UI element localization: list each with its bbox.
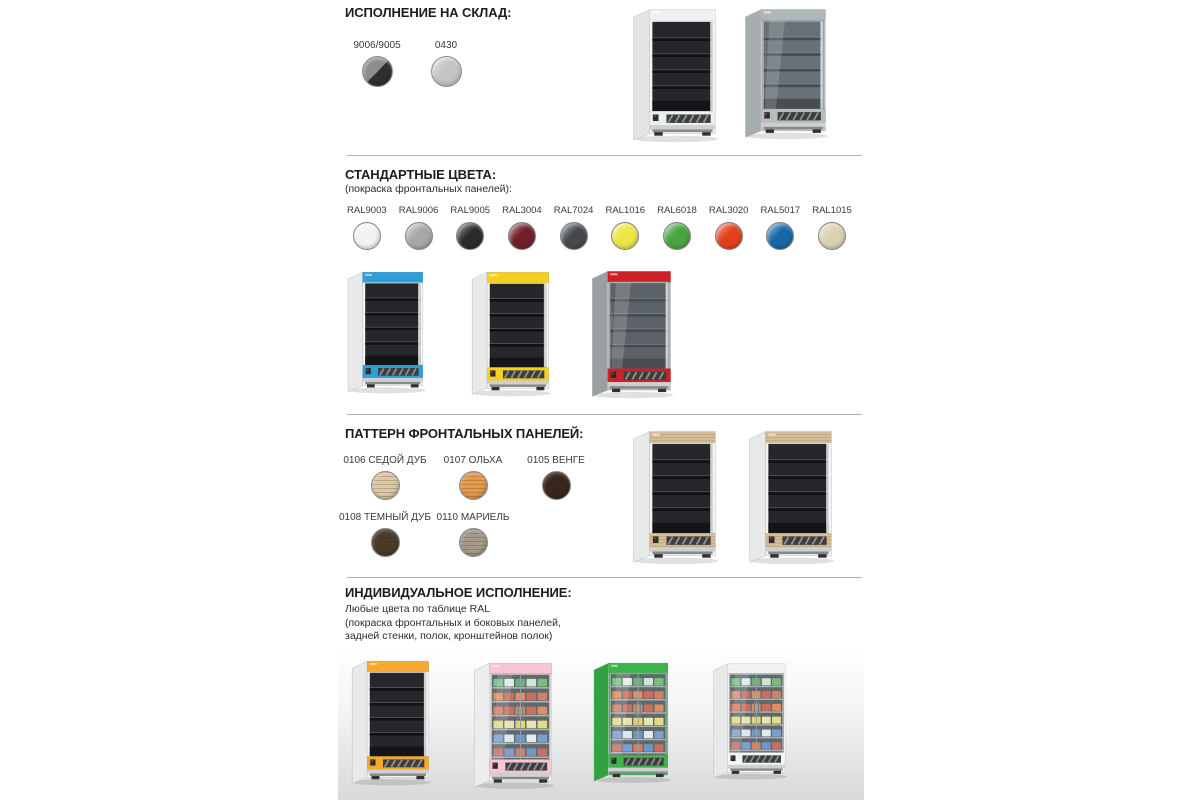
- swatch-item: [703, 205, 755, 250]
- swatch-label: 0108 ТЕМНЫЙ ДУБ: [339, 512, 431, 523]
- pattern-swatch-0105: [542, 471, 571, 500]
- swatch-item: [496, 205, 548, 250]
- color-swatch-0430: [431, 56, 462, 87]
- swatch-item: [342, 40, 412, 87]
- color-swatch-ral1015: [818, 222, 846, 250]
- stock-cabinet-images: [627, 4, 831, 143]
- pattern-swatch-0106: [371, 471, 400, 500]
- section-subtitle: (покраска фронтальных панелей):: [345, 183, 512, 195]
- color-swatch-ral3020: [715, 222, 743, 250]
- swatch-label: RAL6018: [657, 205, 697, 216]
- color-swatch-ral7024: [560, 222, 588, 250]
- swatch-label: RAL3004: [502, 205, 542, 216]
- swatch-label: RAL9003: [347, 205, 387, 216]
- pattern-swatch-0110: [459, 528, 488, 557]
- swatch-item: [411, 40, 481, 87]
- cabinet-image: [346, 656, 434, 786]
- section-divider: [347, 577, 862, 578]
- swatch-item: [651, 205, 703, 250]
- cabinet-image: [708, 659, 790, 780]
- swatch-label: 0430: [434, 40, 458, 51]
- cabinet-image: [468, 658, 557, 790]
- swatch-item: [418, 512, 528, 557]
- color-swatch-9006-9005: [362, 56, 393, 87]
- swatch-label: RAL7024: [553, 205, 594, 216]
- section-title-stock: ИСПОЛНЕНИЕ НА СКЛАД:: [345, 5, 512, 20]
- cabinet-image: [466, 267, 554, 397]
- swatch-label: 0107 ОЛЬХА: [443, 455, 503, 466]
- swatch-label: 9006/9005: [353, 40, 401, 51]
- ral-swatch-row: [341, 205, 858, 250]
- swatch-label: RAL1015: [812, 205, 852, 216]
- pattern-swatch-0108: [371, 528, 400, 557]
- swatch-label: RAL9006: [398, 205, 439, 216]
- swatch-item: [444, 205, 496, 250]
- description-line: (покраска фронтальных и боковых панелей,: [345, 616, 561, 629]
- cabinet-image: [627, 4, 721, 143]
- cabinet-image: [588, 658, 673, 784]
- swatch-item: [341, 205, 393, 250]
- cabinet-image: [743, 426, 837, 565]
- swatch-item: [806, 205, 858, 250]
- swatch-item: [755, 205, 807, 250]
- section-title-patterns: ПАТТЕРН ФРОНТАЛЬНЫХ ПАНЕЛЕЙ:: [345, 426, 584, 441]
- swatch-item: [393, 205, 445, 250]
- swatch-label: RAL3020: [708, 205, 749, 216]
- color-swatch-ral9003: [353, 222, 381, 250]
- color-swatch-ral3004: [508, 222, 536, 250]
- color-swatch-ral1016: [611, 222, 639, 250]
- description-line: Любые цвета по таблице RAL: [345, 603, 491, 615]
- cabinet-image: [627, 426, 721, 565]
- swatch-item: [599, 205, 651, 250]
- color-swatch-ral9006: [405, 222, 433, 250]
- swatch-label: 0110 МАРИЕЛЬ: [436, 512, 510, 523]
- color-swatch-ral9005: [456, 222, 484, 250]
- swatch-item: [501, 455, 611, 500]
- cabinet-image: [342, 267, 428, 394]
- swatch-item: [548, 205, 600, 250]
- section-divider: [347, 414, 862, 415]
- pattern-cabinet-images: [627, 426, 837, 565]
- swatch-label: RAL1016: [605, 205, 646, 216]
- cabinet-image: [586, 266, 676, 399]
- swatch-label: 0106 СЕДОЙ ДУБ: [343, 455, 427, 466]
- swatch-label: RAL5017: [760, 205, 801, 216]
- pattern-swatch-0107: [459, 471, 488, 500]
- section-title-standard-colors: СТАНДАРТНЫЕ ЦВЕТА:: [345, 167, 497, 182]
- color-swatch-ral5017: [766, 222, 794, 250]
- individual-description: [345, 603, 561, 644]
- section-title-individual: ИНДИВИДУАЛЬНОЕ ИСПОЛНЕНИЕ:: [345, 585, 572, 600]
- cabinet-image: [739, 4, 831, 140]
- section-divider: [347, 155, 862, 156]
- swatch-label: RAL9005: [450, 205, 491, 216]
- description-line: задней стенки, полок, кронштейнов полок): [345, 630, 553, 642]
- swatch-label: 0105 ВЕНГЕ: [527, 455, 585, 466]
- color-swatch-ral6018: [663, 222, 691, 250]
